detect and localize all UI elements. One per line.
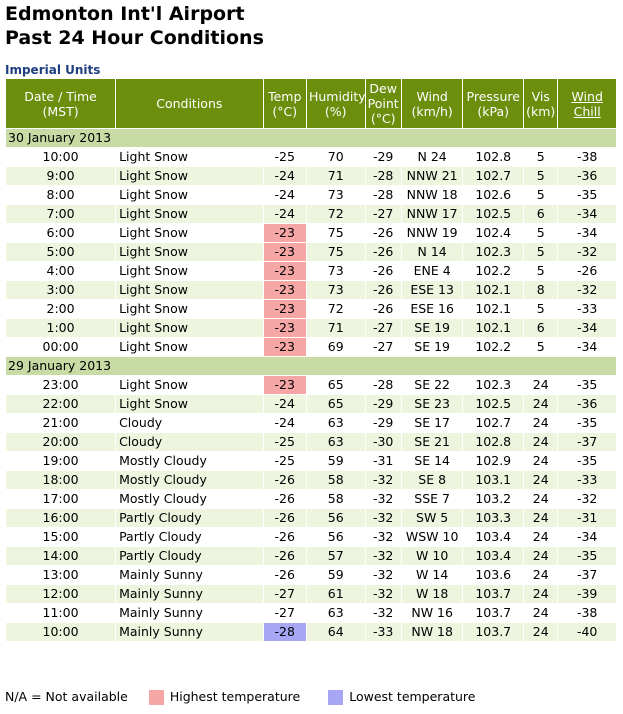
cell-dew-point: -32 — [366, 547, 401, 565]
cell-temp: -23 — [264, 262, 306, 280]
header-dew-point: Dew Point (°C) — [366, 79, 401, 128]
cell-visibility: 5 — [536, 339, 545, 354]
cell-temp: -26 — [264, 509, 306, 527]
cell-dew-point: -26 — [372, 225, 394, 240]
cell-temp: -26 — [264, 547, 306, 565]
cell-visibility: 24 — [524, 585, 557, 603]
cell-conditions: Light Snow — [119, 187, 188, 202]
cell-temp: -23 — [264, 300, 306, 318]
table-row — [6, 167, 616, 185]
cell-wind-chill: -32 — [576, 491, 598, 506]
table-row — [6, 585, 616, 603]
table-row — [6, 623, 616, 641]
cell-time: 23:00 — [42, 377, 79, 392]
cell-dew-point: -27 — [372, 339, 394, 354]
cell-wind-chill: -36 — [558, 395, 616, 413]
cell-wind-chill: -34 — [576, 529, 598, 544]
table-row — [6, 186, 616, 204]
cell-time: 14:00 — [6, 547, 115, 565]
page-title-line2: Past 24 Hour Conditions — [5, 27, 264, 49]
header-pressure: Pressure (kPa) — [463, 79, 523, 128]
table-row — [6, 452, 616, 470]
table-row — [6, 319, 616, 337]
cell-wind: W 18 — [402, 585, 463, 603]
cell-pressure: 103.4 — [475, 529, 512, 544]
cell-humidity: 69 — [327, 339, 344, 354]
cell-humidity: 56 — [307, 509, 365, 527]
cell-temp: -23 — [264, 243, 306, 261]
header-humidity: Humidity (%) — [307, 79, 365, 128]
legend-lowest: Lowest temperature — [349, 689, 476, 704]
lowest-temp-swatch — [328, 690, 343, 705]
cell-time: 00:00 — [42, 339, 79, 354]
cell-pressure: 102.1 — [463, 281, 523, 299]
cell-conditions: Light Snow — [119, 263, 188, 278]
cell-dew-point: -28 — [366, 167, 401, 185]
cell-visibility: 6 — [524, 205, 557, 223]
cell-pressure: 102.5 — [463, 395, 523, 413]
header-conditions: Conditions — [116, 79, 262, 128]
cell-humidity: 73 — [307, 281, 365, 299]
cell-humidity: 58 — [307, 471, 365, 489]
cell-pressure: 102.6 — [475, 187, 512, 202]
cell-visibility: 24 — [532, 491, 549, 506]
legend-highest: Highest temperature — [169, 689, 301, 704]
cell-temp: -25 — [264, 433, 306, 451]
cell-time: 1:00 — [6, 319, 115, 337]
cell-wind-chill: -37 — [576, 567, 598, 582]
cell-visibility: 5 — [536, 149, 545, 164]
cell-wind: SE 23 — [402, 395, 463, 413]
cell-visibility: 24 — [532, 605, 549, 620]
cell-wind: SE 21 — [402, 433, 463, 451]
cell-wind: WSW 10 — [405, 529, 459, 544]
table-row — [6, 395, 616, 413]
cell-temp: -24 — [274, 187, 295, 202]
cell-wind: SW 5 — [402, 509, 463, 527]
table-row — [6, 433, 616, 451]
header-temp: Temp (°C) — [264, 79, 306, 128]
table-row — [6, 566, 616, 584]
cell-dew-point: -32 — [372, 529, 394, 544]
cell-time: 13:00 — [42, 567, 79, 582]
cell-temp: -27 — [274, 605, 295, 620]
cell-pressure: 102.8 — [475, 149, 512, 164]
cell-pressure: 103.6 — [475, 567, 512, 582]
cell-dew-point: -31 — [372, 453, 394, 468]
cell-visibility: 5 — [524, 243, 557, 261]
cell-dew-point: -29 — [366, 395, 401, 413]
header-wind: Wind (km/h) — [402, 79, 463, 128]
cell-humidity: 61 — [307, 585, 365, 603]
cell-humidity: 63 — [327, 605, 344, 620]
cell-dew-point: -33 — [366, 623, 401, 641]
cell-conditions: Mainly Sunny — [119, 605, 203, 620]
cell-visibility: 5 — [536, 187, 545, 202]
cell-time: 4:00 — [46, 263, 75, 278]
cell-dew-point: -26 — [366, 243, 401, 261]
table-row — [6, 224, 616, 242]
cell-time: 5:00 — [6, 243, 115, 261]
cell-pressure: 102.1 — [475, 301, 512, 316]
cell-temp: -23 — [264, 338, 306, 356]
cell-humidity: 65 — [307, 395, 365, 413]
table-row — [6, 243, 616, 261]
cell-humidity: 72 — [327, 301, 344, 316]
cell-dew-point: -32 — [366, 509, 401, 527]
cell-temp: -25 — [274, 149, 295, 164]
cell-humidity: 71 — [307, 167, 365, 185]
cell-conditions: Light Snow — [116, 205, 262, 223]
table-row — [6, 528, 616, 546]
table-row — [6, 281, 616, 299]
cell-time: 12:00 — [6, 585, 115, 603]
cell-conditions: Cloudy — [116, 433, 262, 451]
cell-conditions: Mostly Cloudy — [116, 471, 262, 489]
cell-wind-chill: -26 — [576, 263, 598, 278]
table-row — [6, 262, 616, 280]
conditions-table — [5, 78, 617, 642]
cell-visibility: 24 — [532, 567, 549, 582]
cell-wind: NW 18 — [402, 623, 463, 641]
cell-pressure: 102.4 — [475, 225, 512, 240]
cell-temp: -26 — [274, 529, 295, 544]
cell-wind-chill: -37 — [558, 433, 616, 451]
date-row — [6, 129, 616, 147]
table-row — [6, 414, 616, 432]
cell-pressure: 103.1 — [463, 471, 523, 489]
cell-time: 17:00 — [42, 491, 79, 506]
date-row — [6, 357, 616, 375]
cell-visibility: 24 — [524, 471, 557, 489]
cell-time: 10:00 — [42, 149, 79, 164]
cell-time: 3:00 — [6, 281, 115, 299]
cell-temp: -26 — [274, 567, 295, 582]
table-row — [6, 148, 616, 166]
table-row — [6, 547, 616, 565]
cell-conditions: Light Snow — [119, 339, 188, 354]
cell-humidity: 63 — [327, 415, 344, 430]
cell-pressure: 103.7 — [463, 585, 523, 603]
cell-time: 11:00 — [42, 605, 79, 620]
cell-time: 22:00 — [6, 395, 115, 413]
cell-dew-point: -32 — [372, 491, 394, 506]
cell-pressure: 103.7 — [475, 605, 512, 620]
cell-time: 10:00 — [6, 623, 115, 641]
cell-temp: -26 — [264, 471, 306, 489]
cell-conditions: Light Snow — [119, 377, 188, 392]
cell-dew-point: -29 — [372, 415, 394, 430]
cell-dew-point: -32 — [366, 471, 401, 489]
cell-wind-chill: -35 — [576, 453, 598, 468]
cell-temp: -27 — [264, 585, 306, 603]
cell-humidity: 57 — [307, 547, 365, 565]
cell-wind: SSE 7 — [414, 491, 450, 506]
cell-visibility: 5 — [536, 225, 545, 240]
cell-time: 15:00 — [42, 529, 79, 544]
cell-wind: SE 22 — [414, 377, 451, 392]
cell-conditions: Light Snow — [116, 395, 262, 413]
highest-temp-swatch — [149, 690, 164, 705]
cell-temp: -23 — [264, 319, 306, 337]
cell-pressure: 103.3 — [463, 509, 523, 527]
cell-wind-chill: -38 — [576, 605, 598, 620]
cell-pressure: 102.7 — [463, 167, 523, 185]
cell-temp: -23 — [264, 376, 306, 394]
cell-humidity: 63 — [307, 433, 365, 451]
cell-humidity: 64 — [307, 623, 365, 641]
header-visibility: Vis (km) — [524, 79, 557, 128]
cell-temp: -24 — [264, 205, 306, 223]
table-row — [6, 300, 616, 318]
cell-humidity: 59 — [327, 567, 344, 582]
cell-wind-chill: -34 — [576, 225, 598, 240]
imperial-units-link[interactable]: Imperial Units — [5, 63, 101, 77]
cell-temp: -26 — [274, 491, 295, 506]
cell-wind-chill: -39 — [558, 585, 616, 603]
cell-wind: SE 14 — [414, 453, 451, 468]
cell-dew-point: -26 — [366, 281, 401, 299]
cell-visibility: 6 — [524, 319, 557, 337]
table-row — [6, 471, 616, 489]
cell-visibility: 24 — [524, 623, 557, 641]
cell-time: 20:00 — [6, 433, 115, 451]
cell-wind: ENE 4 — [413, 263, 451, 278]
cell-conditions: Light Snow — [116, 167, 262, 185]
cell-wind-chill: -32 — [558, 243, 616, 261]
cell-humidity: 75 — [307, 243, 365, 261]
cell-conditions: Light Snow — [119, 225, 188, 240]
cell-visibility: 5 — [524, 167, 557, 185]
cell-wind: ESE 13 — [402, 281, 463, 299]
cell-wind: SE 19 — [414, 339, 451, 354]
cell-conditions: Mainly Sunny — [116, 585, 262, 603]
cell-time: 18:00 — [6, 471, 115, 489]
cell-conditions: Mainly Sunny — [119, 567, 203, 582]
cell-wind-chill: -35 — [576, 377, 598, 392]
cell-wind-chill: -34 — [558, 319, 616, 337]
cell-wind: NNW 21 — [402, 167, 463, 185]
cell-wind: ESE 16 — [410, 301, 454, 316]
cell-visibility: 5 — [536, 301, 545, 316]
cell-conditions: Cloudy — [119, 415, 163, 430]
cell-pressure: 102.2 — [475, 339, 512, 354]
cell-conditions: Mostly Cloudy — [119, 453, 207, 468]
cell-visibility: 5 — [536, 263, 545, 278]
cell-conditions: Partly Cloudy — [119, 529, 202, 544]
cell-wind: NNW 18 — [406, 187, 458, 202]
date-label: 30 January 2013 — [6, 129, 616, 147]
page-title-line1: Edmonton Int'l Airport — [5, 3, 245, 25]
cell-humidity: 56 — [327, 529, 344, 544]
cell-pressure: 103.7 — [463, 623, 523, 641]
cell-temp: -25 — [274, 453, 295, 468]
cell-wind-chill: -34 — [558, 205, 616, 223]
cell-wind-chill: -38 — [576, 149, 598, 164]
cell-dew-point: -28 — [372, 377, 394, 392]
cell-humidity: 65 — [327, 377, 344, 392]
cell-wind: W 10 — [402, 547, 463, 565]
cell-time: 7:00 — [6, 205, 115, 223]
cell-pressure: 102.7 — [475, 415, 512, 430]
cell-dew-point: -32 — [366, 585, 401, 603]
cell-wind: N 14 — [402, 243, 463, 261]
cell-time: 8:00 — [46, 187, 75, 202]
cell-conditions: Mainly Sunny — [116, 623, 262, 641]
cell-dew-point: -28 — [372, 187, 394, 202]
cell-humidity: 71 — [307, 319, 365, 337]
cell-temp: -24 — [264, 395, 306, 413]
cell-humidity: 73 — [327, 263, 344, 278]
cell-conditions: Partly Cloudy — [116, 509, 262, 527]
cell-pressure: 102.5 — [463, 205, 523, 223]
cell-wind-chill: -34 — [576, 339, 598, 354]
page-title — [5, 2, 264, 50]
cell-visibility: 8 — [524, 281, 557, 299]
cell-conditions: Light Snow — [119, 149, 188, 164]
cell-temp: -24 — [274, 415, 295, 430]
cell-humidity: 73 — [327, 187, 344, 202]
cell-pressure: 103.4 — [463, 547, 523, 565]
legend — [5, 689, 475, 705]
cell-conditions: Partly Cloudy — [116, 547, 262, 565]
cell-wind: NW 16 — [411, 605, 453, 620]
table-row — [6, 205, 616, 223]
cell-temp: -24 — [264, 167, 306, 185]
cell-wind: SE 8 — [402, 471, 463, 489]
cell-pressure: 102.3 — [463, 243, 523, 261]
date-label: 29 January 2013 — [6, 357, 616, 375]
cell-time: 21:00 — [42, 415, 79, 430]
cell-dew-point: -29 — [372, 149, 394, 164]
cell-dew-point: -32 — [372, 605, 394, 620]
table-row — [6, 490, 616, 508]
cell-pressure: 102.9 — [475, 453, 512, 468]
cell-wind-chill: -33 — [558, 471, 616, 489]
table-row — [6, 376, 616, 394]
cell-time: 2:00 — [46, 301, 75, 316]
table-row — [6, 604, 616, 622]
table-row — [6, 338, 616, 356]
cell-wind: SE 17 — [414, 415, 451, 430]
cell-time: 19:00 — [42, 453, 79, 468]
cell-pressure: 102.1 — [463, 319, 523, 337]
cell-wind-chill: -32 — [558, 281, 616, 299]
cell-visibility: 24 — [524, 433, 557, 451]
cell-temp: -23 — [264, 281, 306, 299]
cell-wind-chill: -35 — [558, 547, 616, 565]
cell-pressure: 103.2 — [475, 491, 512, 506]
cell-visibility: 24 — [524, 509, 557, 527]
cell-visibility: 24 — [532, 415, 549, 430]
cell-wind-chill: -35 — [576, 187, 598, 202]
cell-humidity: 72 — [307, 205, 365, 223]
cell-wind: N 24 — [417, 149, 447, 164]
cell-time: 16:00 — [6, 509, 115, 527]
cell-time: 9:00 — [6, 167, 115, 185]
cell-humidity: 59 — [327, 453, 344, 468]
cell-pressure: 102.2 — [475, 263, 512, 278]
cell-conditions: Light Snow — [116, 319, 262, 337]
cell-dew-point: -27 — [366, 319, 401, 337]
cell-wind: NNW 19 — [406, 225, 458, 240]
cell-dew-point: -26 — [372, 263, 394, 278]
cell-conditions: Light Snow — [119, 301, 188, 316]
cell-visibility: 24 — [532, 453, 549, 468]
cell-wind: W 14 — [416, 567, 449, 582]
cell-pressure: 102.3 — [475, 377, 512, 392]
cell-time: 6:00 — [46, 225, 75, 240]
cell-wind-chill: -36 — [558, 167, 616, 185]
cell-visibility: 24 — [524, 395, 557, 413]
header-wind-chill[interactable] — [558, 79, 616, 128]
cell-wind: SE 19 — [402, 319, 463, 337]
cell-wind: NNW 17 — [402, 205, 463, 223]
cell-conditions: Light Snow — [116, 281, 262, 299]
table-header-row — [6, 79, 616, 128]
cell-temp: -23 — [264, 224, 306, 242]
cell-wind-chill: -40 — [558, 623, 616, 641]
cell-humidity: 70 — [327, 149, 344, 164]
cell-dew-point: -30 — [366, 433, 401, 451]
cell-visibility: 24 — [524, 547, 557, 565]
cell-conditions: Light Snow — [116, 243, 262, 261]
cell-dew-point: -27 — [366, 205, 401, 223]
cell-pressure: 102.8 — [463, 433, 523, 451]
cell-conditions: Mostly Cloudy — [119, 491, 207, 506]
wind-chill-link[interactable]: Wind Chill — [571, 88, 603, 119]
cell-wind-chill: -33 — [576, 301, 598, 316]
cell-visibility: 24 — [532, 529, 549, 544]
legend-na: N/A = Not available — [5, 689, 128, 704]
cell-wind-chill: -31 — [558, 509, 616, 527]
cell-humidity: 75 — [327, 225, 344, 240]
cell-dew-point: -32 — [372, 567, 394, 582]
header-date-time: Date / Time (MST) — [6, 79, 115, 128]
cell-humidity: 58 — [327, 491, 344, 506]
cell-visibility: 24 — [532, 377, 549, 392]
cell-wind-chill: -35 — [576, 415, 598, 430]
cell-dew-point: -26 — [372, 301, 394, 316]
table-row — [6, 509, 616, 527]
cell-temp: -28 — [264, 623, 306, 641]
